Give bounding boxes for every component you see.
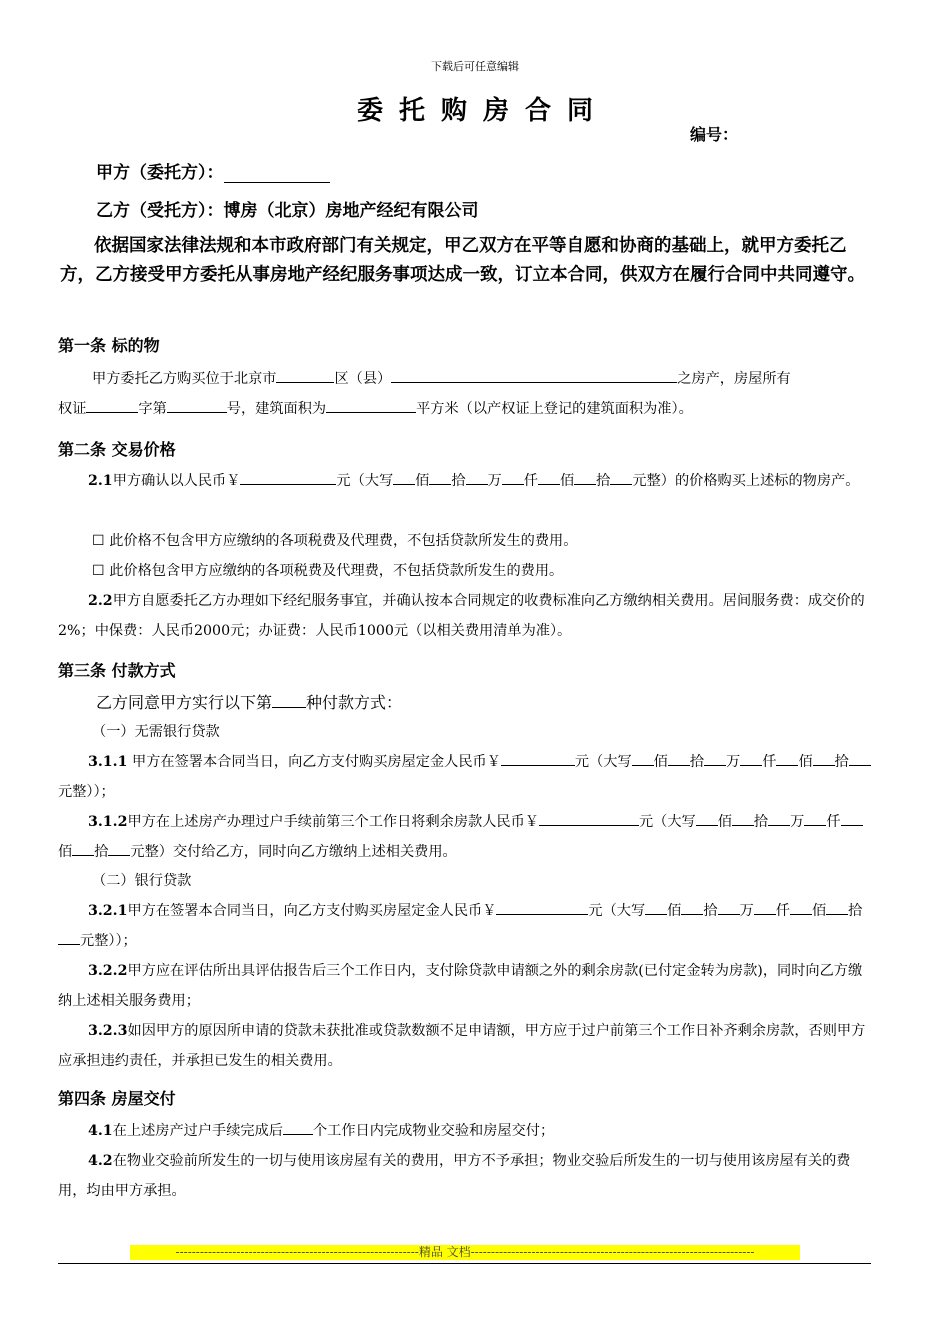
district-blank[interactable] [276, 368, 334, 383]
blank[interactable] [393, 470, 415, 485]
address-blank[interactable] [391, 368, 677, 383]
blank[interactable] [466, 470, 488, 485]
text: 甲方确认以人民币￥ [112, 473, 241, 489]
blank[interactable] [849, 751, 871, 766]
clause-number: 3.1.1 [88, 754, 128, 770]
blank[interactable] [538, 470, 560, 485]
area-blank[interactable] [326, 398, 416, 413]
blank[interactable] [718, 900, 740, 915]
party-a-label: 甲方（委托方）： [96, 163, 224, 183]
clause-number: 3.1.2 [88, 814, 128, 830]
text: 甲方在签署本合同当日，向乙方支付购买房屋定金人民币￥ [127, 754, 501, 770]
text: 拾 [689, 754, 705, 770]
text: 之房产，房屋所有 [677, 371, 791, 387]
clause-number: 3.2.1 [88, 903, 128, 919]
blank[interactable] [429, 470, 451, 485]
blank[interactable] [813, 751, 835, 766]
blank[interactable] [841, 811, 863, 826]
blank[interactable] [776, 751, 798, 766]
text: 万 [790, 814, 805, 830]
text: 甲方自愿委托乙方办理如下经纪服务事宜，并确认按本合同规定的收费标准向乙方缴纳相关费用。居间服务费：成交价的2%；中保费：人民币2000元；办证费：人民币1000元（以相关费用清单为准）。 [58, 593, 865, 639]
subheading-no-loan: （一）无需银行贷款 [92, 724, 220, 740]
text: 元（大写 [638, 814, 696, 830]
text: 拾 [451, 473, 466, 489]
clause-4-2 [58, 1146, 876, 1206]
text: 个工作日内完成物业交验和房屋交付； [312, 1123, 555, 1139]
party-a-blank[interactable] [224, 164, 330, 183]
text: 万 [726, 754, 741, 770]
text: 字第 [138, 401, 167, 417]
clause-number: 3.2.2 [88, 963, 128, 979]
party-a-line [96, 158, 330, 183]
blank[interactable] [732, 811, 754, 826]
blank[interactable] [58, 930, 80, 945]
blank[interactable] [610, 470, 632, 485]
text: 拾 [596, 473, 611, 489]
blank[interactable] [108, 841, 130, 856]
text: 万 [487, 473, 502, 489]
article-2-heading: 第二条 交易价格 [58, 440, 176, 459]
top-note: 下载后可任意编辑 [431, 60, 519, 73]
clause-2-2 [58, 586, 876, 646]
blank[interactable] [740, 751, 762, 766]
blank[interactable] [632, 751, 654, 766]
text: 在上述房产过户手续完成后 [112, 1123, 283, 1139]
contract-title: 委托购房合同 [356, 96, 609, 126]
article-1-line-1 [92, 364, 791, 394]
text: 甲方在上述房产办理过户手续前第三个工作日将剩余房款人民币￥ [127, 814, 539, 830]
text: 平方米（以产权证上登记的建筑面积为准）。 [416, 401, 693, 417]
text: 拾 [848, 903, 863, 919]
text: 区（县） [334, 371, 392, 387]
subheading-bank-loan: （二）银行贷款 [92, 873, 192, 889]
price-option-1[interactable]: ☐ 此价格不包含甲方应缴纳的各项税费及代理费，不包括贷款所发生的费用。 [92, 533, 578, 549]
text: 佰 [667, 903, 682, 919]
blank[interactable] [668, 751, 690, 766]
text: 仟 [523, 473, 538, 489]
text: 如因甲方的原因所申请的贷款未获批准或贷款数额不足申请额，甲方应于过户前第三个工作日补齐剩余房款，否则甲方应承担违约责任，并承担已发生的相关费用。 [58, 1023, 866, 1069]
party-b-line: 乙方（受托方）：博房（北京）房地产经纪有限公司 [96, 201, 479, 221]
cert-no-blank[interactable] [167, 398, 227, 413]
text: ）； [93, 784, 115, 800]
price-option-2[interactable]: ☐ 此价格包含甲方应缴纳的各项税费及代理费，不包括贷款所发生的费用。 [92, 563, 564, 579]
clause-3-2-3 [58, 1016, 876, 1076]
text: 的价格购买上述标的物房产。 [674, 473, 860, 489]
blank[interactable] [704, 751, 726, 766]
balance-blank[interactable] [539, 811, 639, 826]
clause-number: 2.2 [88, 593, 113, 609]
text: 佰 [653, 754, 668, 770]
payment-method-intro [96, 690, 402, 713]
deposit-blank[interactable] [496, 900, 588, 915]
text: 甲方委托乙方购买位于北京市 [92, 371, 277, 387]
text: 号，建筑面积为 [226, 401, 327, 417]
text: 元整）交付给乙方，同时向乙方缴纳上述相关费用。 [130, 844, 457, 860]
article-4-heading: 第四条 房屋交付 [58, 1089, 176, 1108]
text: 元（大写 [574, 754, 632, 770]
blank[interactable] [804, 811, 826, 826]
text: 元整） [58, 784, 94, 800]
clause-number: 4.2 [88, 1153, 113, 1169]
text: 佰 [811, 903, 827, 919]
blank[interactable] [790, 900, 812, 915]
price-blank[interactable] [240, 470, 336, 485]
clause-number: 4.1 [88, 1123, 113, 1139]
text: 佰 [559, 473, 575, 489]
clause-2-1 [58, 466, 876, 496]
text: 元（大写 [336, 473, 394, 489]
text: 佰 [415, 473, 430, 489]
article-1-heading: 第一条 标的物 [58, 336, 160, 355]
blank[interactable] [72, 841, 94, 856]
clause-3-1-1 [58, 747, 876, 807]
text: 拾 [834, 754, 849, 770]
blank[interactable] [754, 900, 776, 915]
text: 权证 [58, 401, 87, 417]
blank[interactable] [826, 900, 848, 915]
clause-3-2-2 [58, 956, 876, 1016]
blank[interactable] [574, 470, 596, 485]
footer-banner: ------------------------------------------------------------精品 文档---------------------------------------------------------------------- [130, 1245, 800, 1260]
text: 甲方应在评估所出具评估报告后三个工作日内，支付除贷款申请额之外的剩余房款(已付定金转为房款)，同时向乙方缴纳上述相关服务费用； [58, 963, 863, 1009]
text: 种付款方式： [306, 693, 403, 712]
blank[interactable] [681, 900, 703, 915]
blank[interactable] [768, 811, 790, 826]
text: 拾 [94, 844, 109, 860]
text: 元（大写 [588, 903, 646, 919]
text: 仟 [762, 754, 777, 770]
text: 拾 [703, 903, 718, 919]
text: 佰 [717, 814, 732, 830]
preamble: 依据国家法律法规和本市政府部门有关规定，甲乙双方在平等自愿和协商的基础上，就甲方委托乙方，乙方接受甲方委托从事房地产经纪服务事项达成一致，订立本合同，供双方在履行合同中共同遵守。 [60, 236, 865, 285]
text: 仟 [826, 814, 841, 830]
text: 佰 [58, 844, 73, 860]
clause-number: 2.1 [88, 473, 113, 489]
text: 万 [739, 903, 754, 919]
text: ）； [115, 933, 137, 949]
blank[interactable] [645, 900, 667, 915]
method-blank[interactable] [272, 691, 306, 708]
text: 佰 [798, 754, 813, 770]
days-blank[interactable] [283, 1120, 313, 1135]
blank[interactable] [502, 470, 524, 485]
text: 乙方同意甲方实行以下第 [96, 693, 273, 712]
article-3-heading: 第三条 付款方式 [58, 661, 176, 680]
cert-blank[interactable] [86, 398, 138, 413]
blank[interactable] [696, 811, 718, 826]
text: 元整） [632, 473, 675, 489]
text: 仟 [775, 903, 790, 919]
article-1-line-2 [58, 394, 693, 424]
clause-number: 3.2.3 [88, 1023, 128, 1039]
clause-3-1-2 [58, 807, 876, 867]
text: 拾 [753, 814, 769, 830]
contract-number-label: 编号： [690, 125, 739, 144]
footer-divider [58, 1263, 871, 1264]
text: 甲方在签署本合同当日，向乙方支付购买房屋定金人民币￥ [127, 903, 497, 919]
deposit-blank[interactable] [501, 751, 575, 766]
clause-4-1 [58, 1116, 876, 1146]
text: 在物业交验前所发生的一切与使用该房屋有关的费用，甲方不予承担；物业交验后所发生的一切与使用该房屋有关的费用，均由甲方承担。 [58, 1153, 851, 1199]
clause-3-2-1 [58, 896, 876, 956]
text: 元整） [80, 933, 116, 949]
